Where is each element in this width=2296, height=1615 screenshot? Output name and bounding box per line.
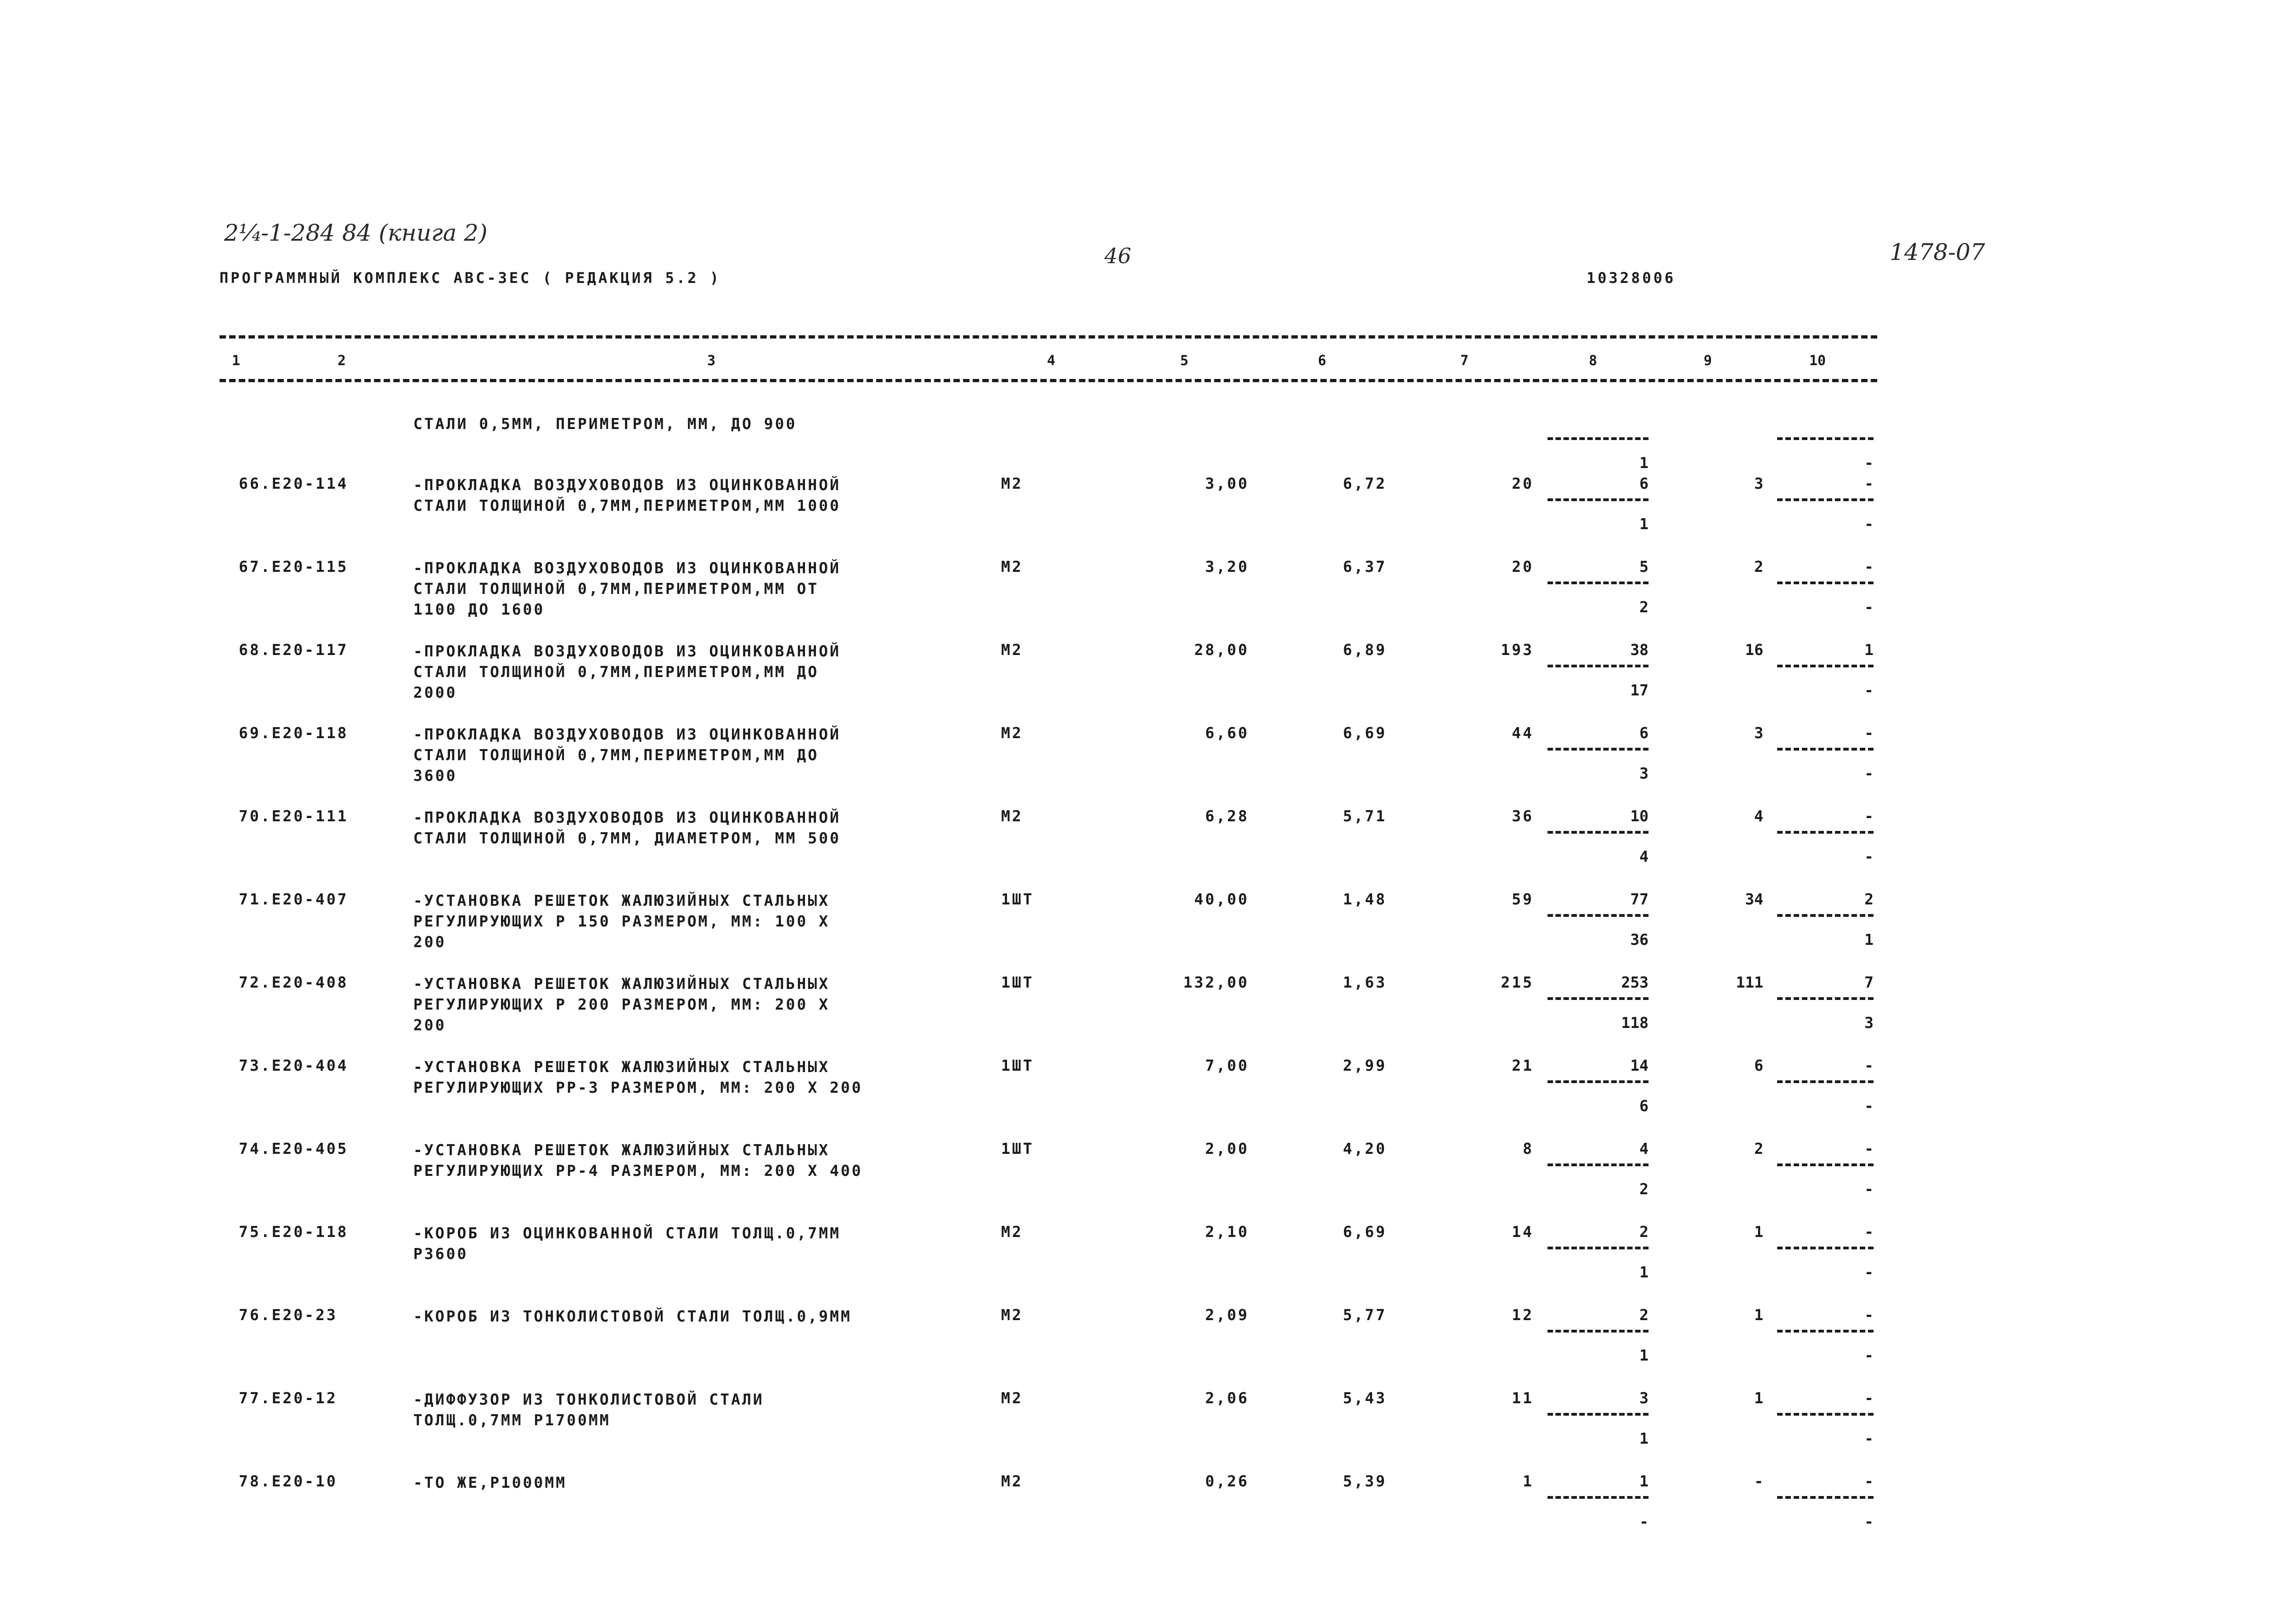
col8-bottom: 1 [1639,1429,1649,1447]
col10-top: - [1864,724,1874,742]
col9-value: 1 [1754,1223,1763,1241]
row-code: 78.Е20-10 [239,1472,338,1490]
col8-top: 3 [1639,1389,1649,1407]
col10-top: - [1864,1140,1874,1158]
col10-top: - [1864,1223,1874,1241]
col9-value: 2 [1754,1140,1763,1158]
col5-quantity: 132,00 [1183,973,1249,991]
col10-divider [1777,1330,1874,1333]
col7-value: 36 [1512,807,1534,825]
col8-divider [1548,831,1649,834]
col6-value: 5,77 [1343,1306,1387,1324]
table-row [0,1472,2296,1546]
table-row [0,558,2296,631]
col10-bottom: - [1864,1429,1874,1447]
col8-bottom: 118 [1621,1014,1649,1032]
col8-divider [1548,1496,1649,1499]
row-code: 68.Е20-117 [239,641,349,659]
col10-top: - [1864,807,1874,825]
col8-bottom: 6 [1639,1097,1649,1115]
row-code: 69.Е20-118 [239,724,349,742]
col6-value: 6,37 [1343,558,1387,576]
col10-divider [1777,914,1874,917]
col8-top: 6 [1639,474,1649,492]
col10-bottom: 1 [1864,931,1874,949]
col5-quantity: 2,00 [1205,1140,1249,1158]
row-unit: М2 [1001,641,1023,659]
row-unit: 1ШТ [1001,1056,1034,1074]
row-code: 73.Е20-404 [239,1056,349,1074]
table-row [0,1056,2296,1130]
col10-bottom: - [1864,1346,1874,1364]
row-unit: М2 [1001,1223,1023,1241]
col8-top: 38 [1630,641,1649,659]
col6-value: 4,20 [1343,1140,1387,1158]
row-code: 75.Е20-118 [239,1223,349,1241]
col8-divider [1548,748,1649,751]
col6-value: 1,63 [1343,973,1387,991]
col10-top: 7 [1864,973,1874,991]
col8-bottom: 1 [1639,1263,1649,1281]
col7-value: 44 [1512,724,1534,742]
col10-divider [1777,665,1874,667]
col7-value: 215 [1501,973,1534,991]
col9-value: 2 [1754,558,1763,576]
col7-value: 21 [1512,1056,1534,1074]
sheet-reference: 1478-07 [1890,239,1985,265]
col10-bottom: - [1864,1097,1874,1115]
column-number: 1 [232,353,241,369]
col5-quantity: 28,00 [1194,641,1249,659]
col8-divider [1548,582,1649,584]
col6-value: 6,69 [1343,724,1387,742]
col8-divider [1548,1330,1649,1333]
row-description: -ПРОКЛАДКА ВОЗДУХОВОДОВ ИЗ ОЦИНКОВАННОЙ СТАЛИ ТОЛЩИНОЙ 0,7ММ,ПЕРИМЕТРОМ,ММ ОТ 1100 ДО 1600 [413,559,841,618]
row-code: 71.Е20-407 [239,890,349,908]
col10-bottom: - [1864,847,1874,865]
col6-value: 6,89 [1343,641,1387,659]
col10-top: 2 [1864,890,1874,908]
col8-divider [1548,997,1649,1000]
col6-value: 5,39 [1343,1472,1387,1490]
col7-value: 20 [1512,558,1534,576]
col10-bottom: - [1864,598,1874,616]
column-number: 2 [338,353,346,369]
page-number: 46 [1104,243,1131,268]
col7-value: 1 [1523,1472,1534,1490]
col5-quantity: 2,10 [1205,1223,1249,1241]
row-unit: М2 [1001,1472,1023,1490]
table-row [0,1306,2296,1379]
col5-quantity: 0,26 [1205,1472,1249,1490]
table-row [0,807,2296,881]
row-unit: М2 [1001,1306,1023,1324]
table-row [0,890,2296,964]
col10-top: - [1864,1472,1874,1490]
col9-value: - [1754,1472,1763,1490]
col8-divider [1548,665,1649,667]
col9-value: 16 [1745,641,1763,659]
col7-value: 11 [1512,1389,1534,1407]
col8-bottom: 1 [1639,1346,1649,1364]
document-code: 10328006 [1587,269,1676,287]
row-description: -ПРОКЛАДКА ВОЗДУХОВОДОВ ИЗ ОЦИНКОВАННОЙ СТАЛИ ТОЛЩИНОЙ 0,7ММ,ПЕРИМЕТРОМ,ММ ДО 2000 [413,642,841,701]
col8-bottom: - [1639,1513,1649,1530]
col10-bottom: - [1864,1180,1874,1198]
col6-value: 5,71 [1343,807,1387,825]
col8-bottom: 2 [1639,1180,1649,1198]
col8-top: 6 [1639,724,1649,742]
col9-value: 1 [1754,1389,1763,1407]
header-rule-top [219,335,1877,339]
col10-divider [1777,997,1874,1000]
col10-bottom: - [1864,454,1874,472]
column-number: 5 [1180,353,1189,369]
row-description: -КОРОБ ИЗ ТОНКОЛИСТОВОЙ СТАЛИ ТОЛЩ.0,9ММ [413,1307,852,1325]
column-number: 7 [1460,353,1469,369]
col7-value: 8 [1523,1140,1534,1158]
col10-bottom: - [1864,515,1874,533]
row-description: -ПРОКЛАДКА ВОЗДУХОВОДОВ ИЗ ОЦИНКОВАННОЙ СТАЛИ ТОЛЩИНОЙ 0,7ММ,ПЕРИМЕТРОМ,ММ 1000 [413,476,841,514]
col10-bottom: - [1864,1263,1874,1281]
col7-value: 193 [1501,641,1534,659]
col10-bottom: 3 [1864,1014,1874,1032]
col10-divider [1777,1413,1874,1416]
row-unit: М2 [1001,807,1023,825]
col5-quantity: 6,28 [1205,807,1249,825]
col10-bottom: - [1864,681,1874,699]
column-number: 6 [1318,353,1327,369]
row-description: -ПРОКЛАДКА ВОЗДУХОВОДОВ ИЗ ОЦИНКОВАННОЙ СТАЛИ ТОЛЩИНОЙ 0,7ММ,ПЕРИМЕТРОМ,ММ ДО 3600 [413,725,841,785]
col10-top: - [1864,1306,1874,1324]
col10-top: 1 [1864,641,1874,659]
col8-divider [1548,1413,1649,1416]
row-description: -ТО ЖЕ,Р1000ММ [413,1474,567,1491]
col8-bottom: 36 [1630,931,1649,949]
row-code: 76.Е20-23 [239,1306,338,1324]
col8-top: 77 [1630,890,1649,908]
row-description: СТАЛИ 0,5ММ, ПЕРИМЕТРОМ, ММ, ДО 900 [413,415,797,433]
col8-top: 2 [1639,1223,1649,1241]
row-code: 72.Е20-408 [239,973,349,991]
col9-value: 3 [1754,724,1763,742]
col9-value: 111 [1736,973,1763,991]
col10-divider [1777,1496,1874,1499]
col5-quantity: 2,06 [1205,1389,1249,1407]
col8-divider [1548,1080,1649,1083]
col5-quantity: 3,00 [1205,474,1249,492]
col10-top: - [1864,558,1874,576]
row-description: -ПРОКЛАДКА ВОЗДУХОВОДОВ ИЗ ОЦИНКОВАННОЙ СТАЛИ ТОЛЩИНОЙ 0,7ММ, ДИАМЕТРОМ, ММ 500 [413,808,841,847]
row-unit: 1ШТ [1001,890,1034,908]
col10-divider [1777,831,1874,834]
col8-top: 2 [1639,1306,1649,1324]
col8-top: 14 [1630,1056,1649,1074]
col8-bottom: 1 [1639,515,1649,533]
col9-value: 6 [1754,1056,1763,1074]
col10-divider [1777,1080,1874,1083]
col10-divider [1777,748,1874,751]
col8-divider [1548,437,1649,440]
col10-bottom: - [1864,1513,1874,1530]
col8-top: 253 [1621,973,1649,991]
row-description: -УСТАНОВКА РЕШЕТОК ЖАЛЮЗИЙНЫХ СТАЛЬНЫХ РЕГУЛИРУЮЩИХ РР-4 РАЗМЕРОМ, ММ: 200 Х 400 [413,1141,863,1180]
program-title: ПРОГРАММНЫЙ КОМПЛЕКС АВС-3ЕС ( РЕДАКЦИЯ 5.2 ) [219,269,721,287]
col8-divider [1548,1247,1649,1249]
row-unit: М2 [1001,474,1023,492]
col8-bottom: 2 [1639,598,1649,616]
table-row [0,1140,2296,1213]
col8-divider [1548,498,1649,501]
col7-value: 59 [1512,890,1534,908]
col10-top: - [1864,1056,1874,1074]
col10-divider [1777,1247,1874,1249]
col8-top: 5 [1639,558,1649,576]
table-row [0,1389,2296,1463]
col10-divider [1777,1163,1874,1166]
col9-value: 34 [1745,890,1763,908]
row-code: 77.Е20-12 [239,1389,338,1407]
row-description: -ДИФФУЗОР ИЗ ТОНКОЛИСТОВОЙ СТАЛИ ТОЛЩ.0,7ММ Р1700ММ [413,1390,764,1429]
column-number: 3 [707,353,716,369]
col5-quantity: 3,20 [1205,558,1249,576]
col8-top: 4 [1639,1140,1649,1158]
col10-top: - [1864,1389,1874,1407]
col8-bottom: 17 [1630,681,1649,699]
column-number: 9 [1704,353,1712,369]
col10-bottom: - [1864,764,1874,782]
table-row [0,724,2296,797]
row-code: 70.Е20-111 [239,807,349,825]
col7-value: 12 [1512,1306,1534,1324]
row-code: 66.Е20-114 [239,474,349,492]
row-code: 74.Е20-405 [239,1140,349,1158]
column-number: 8 [1589,353,1598,369]
row-unit: М2 [1001,558,1023,576]
col8-divider [1548,1163,1649,1166]
row-unit: 1ШТ [1001,973,1034,991]
col8-divider [1548,914,1649,917]
row-description: -УСТАНОВКА РЕШЕТОК ЖАЛЮЗИЙНЫХ СТАЛЬНЫХ РЕГУЛИРУЮЩИХ Р 150 РАЗМЕРОМ, ММ: 100 Х 200 [413,892,830,951]
col7-value: 20 [1512,474,1534,492]
table-row [0,973,2296,1047]
col10-divider [1777,437,1874,440]
col7-value: 14 [1512,1223,1534,1241]
row-unit: М2 [1001,1389,1023,1407]
col5-quantity: 6,60 [1205,724,1249,742]
col10-divider [1777,582,1874,584]
column-number: 4 [1047,353,1056,369]
row-description: -КОРОБ ИЗ ОЦИНКОВАННОЙ СТАЛИ ТОЛЩ.0,7ММ Р3600 [413,1224,841,1263]
col8-bottom: 3 [1639,764,1649,782]
table-row [0,1223,2296,1296]
col10-divider [1777,498,1874,501]
col9-value: 1 [1754,1306,1763,1324]
col5-quantity: 7,00 [1205,1056,1249,1074]
col9-value: 3 [1754,474,1763,492]
col8-bottom: 4 [1639,847,1649,865]
col6-value: 1,48 [1343,890,1387,908]
col6-value: 6,72 [1343,474,1387,492]
col8-bottom: 1 [1639,454,1649,472]
col8-top: 10 [1630,807,1649,825]
handwritten-reference: 2¹⁄₄-1-284 84 (книга 2) [224,220,488,246]
row-description: -УСТАНОВКА РЕШЕТОК ЖАЛЮЗИЙНЫХ СТАЛЬНЫХ РЕГУЛИРУЮЩИХ РР-3 РАЗМЕРОМ, ММ: 200 Х 200 [413,1058,863,1096]
col6-value: 2,99 [1343,1056,1387,1074]
row-unit: 1ШТ [1001,1140,1034,1158]
col5-quantity: 40,00 [1194,890,1249,908]
table-row [0,641,2296,714]
row-description: -УСТАНОВКА РЕШЕТОК ЖАЛЮЗИЙНЫХ СТАЛЬНЫХ РЕГУЛИРУЮЩИХ Р 200 РАЗМЕРОМ, ММ: 200 Х 200 [413,975,830,1034]
col6-value: 5,43 [1343,1389,1387,1407]
header-rule-bottom [219,379,1877,382]
col6-value: 6,69 [1343,1223,1387,1241]
col8-top: 1 [1639,1472,1649,1490]
row-code: 67.Е20-115 [239,558,349,576]
row-unit: М2 [1001,724,1023,742]
column-number: 10 [1809,353,1826,369]
col5-quantity: 2,09 [1205,1306,1249,1324]
col9-value: 4 [1754,807,1763,825]
col10-top: - [1864,474,1874,492]
table-row [0,474,2296,548]
